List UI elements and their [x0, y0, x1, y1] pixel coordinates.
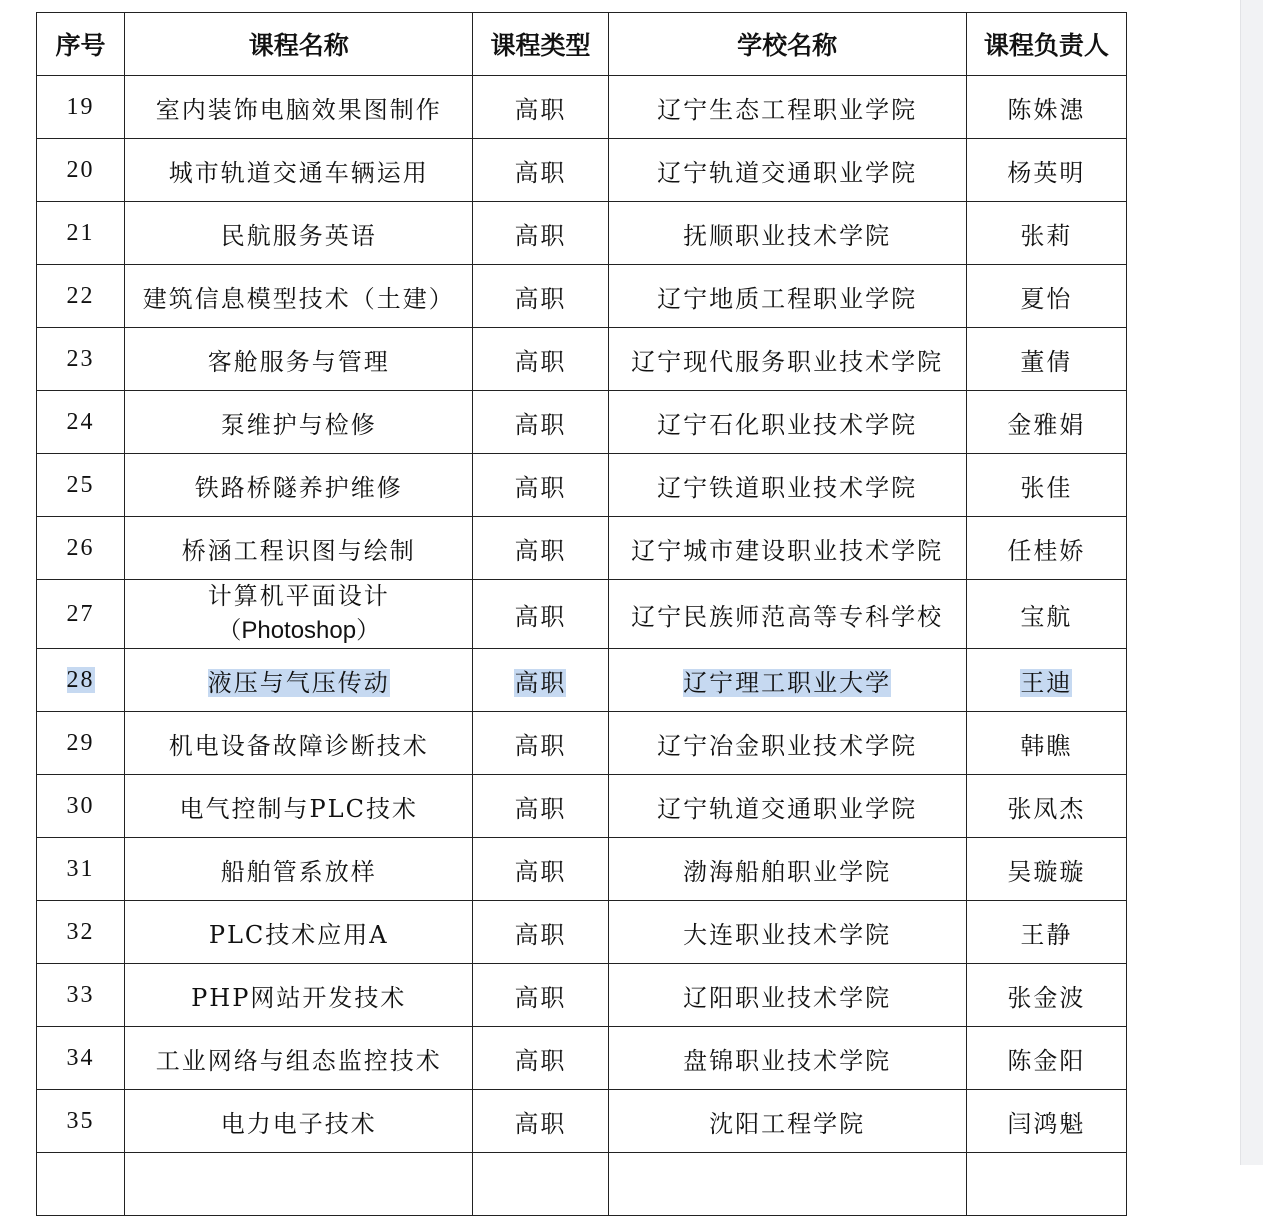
- table-header-row: [37, 13, 1127, 76]
- cell-school: 辽宁轨道交通职业学院: [608, 775, 966, 838]
- cell-type: 高职: [473, 712, 608, 775]
- cell-type: 高职: [473, 139, 608, 202]
- table-row: [37, 454, 1127, 517]
- cell-no: 19: [37, 76, 125, 139]
- cell-no: 26: [37, 517, 125, 580]
- cell-school: 辽宁民族师范高等专科学校: [608, 580, 966, 649]
- cell-type[interactable]: [473, 649, 608, 712]
- cell-empty: [125, 1153, 473, 1216]
- cell-empty: [966, 1153, 1126, 1216]
- cell-no: 35: [37, 1090, 125, 1153]
- cell-course: 民航服务英语: [125, 202, 473, 265]
- table-row: [37, 901, 1127, 964]
- cell-no: 25: [37, 454, 125, 517]
- cell-course: 铁路桥隧养护维修: [125, 454, 473, 517]
- cell-type: 高职: [473, 901, 608, 964]
- selection-highlight[interactable]: 28: [66, 666, 95, 693]
- cell-course: PLC技术应用A: [125, 901, 473, 964]
- cell-school[interactable]: [608, 649, 966, 712]
- cell-lead: 王静: [966, 901, 1126, 964]
- cell-lead[interactable]: [966, 649, 1126, 712]
- cell-lead: 夏怡: [966, 265, 1126, 328]
- cell-course: 城市轨道交通车辆运用: [125, 139, 473, 202]
- table-row: [37, 580, 1127, 649]
- cell-lead: 韩瞧: [966, 712, 1126, 775]
- cell-no: 29: [37, 712, 125, 775]
- cell-no: 20: [37, 139, 125, 202]
- cell-empty: [473, 1153, 608, 1216]
- cell-school: 辽宁地质工程职业学院: [608, 265, 966, 328]
- course-line-2: （Photoshop）: [217, 617, 381, 644]
- cell-lead: 任桂娇: [966, 517, 1126, 580]
- cell-empty: [37, 1153, 125, 1216]
- cell-course: 室内装饰电脑效果图制作: [125, 76, 473, 139]
- cell-type: 高职: [473, 1027, 608, 1090]
- cell-lead: 陈金阳: [966, 1027, 1126, 1090]
- table-row: [37, 391, 1127, 454]
- cell-no: 22: [37, 265, 125, 328]
- cell-course: 工业网络与组态监控技术: [125, 1027, 473, 1090]
- cell-course-multiline: [208, 580, 390, 647]
- cell-type: 高职: [473, 964, 608, 1027]
- cell-type: 高职: [473, 391, 608, 454]
- cell-school: 辽宁现代服务职业技术学院: [608, 328, 966, 391]
- cell-school: 辽宁铁道职业技术学院: [608, 454, 966, 517]
- header-type: 课程类型: [473, 13, 608, 76]
- cell-type: 高职: [473, 775, 608, 838]
- header-school: 学校名称: [608, 13, 966, 76]
- cell-no: 34: [37, 1027, 125, 1090]
- cell-lead: 宝航: [966, 580, 1126, 649]
- cell-school: 辽宁石化职业技术学院: [608, 391, 966, 454]
- table-row: [37, 838, 1127, 901]
- cell-course: 机电设备故障诊断技术: [125, 712, 473, 775]
- cell-type: 高职: [473, 328, 608, 391]
- cell-school: 大连职业技术学院: [608, 901, 966, 964]
- cell-no: 24: [37, 391, 125, 454]
- cell-lead: 张金波: [966, 964, 1126, 1027]
- cell-lead: 董倩: [966, 328, 1126, 391]
- cell-lead: 金雅娟: [966, 391, 1126, 454]
- table-row: [37, 265, 1127, 328]
- course-table: [36, 12, 1127, 1216]
- cell-type: 高职: [473, 265, 608, 328]
- cell-school: 渤海船舶职业学院: [608, 838, 966, 901]
- selection-highlight[interactable]: 高职: [514, 668, 567, 697]
- table-row: [37, 1027, 1127, 1090]
- scrollbar-gutter[interactable]: [1240, 0, 1263, 1165]
- table-row: [37, 775, 1127, 838]
- cell-no: 33: [37, 964, 125, 1027]
- cell-no: 30: [37, 775, 125, 838]
- cell-school: 辽宁轨道交通职业学院: [608, 139, 966, 202]
- cell-type: 高职: [473, 454, 608, 517]
- cell-course[interactable]: [125, 649, 473, 712]
- table-row: [37, 1090, 1127, 1153]
- cell-type: 高职: [473, 580, 608, 649]
- cell-course: 电气控制与PLC技术: [125, 775, 473, 838]
- cell-type: 高职: [473, 517, 608, 580]
- cell-no[interactable]: [37, 649, 125, 712]
- table-row: [37, 712, 1127, 775]
- selection-highlight[interactable]: 王迪: [1020, 668, 1073, 697]
- selection-highlight[interactable]: 液压与气压传动: [207, 668, 390, 697]
- header-course: 课程名称: [125, 13, 473, 76]
- cell-school: 盘锦职业技术学院: [608, 1027, 966, 1090]
- cell-school: 辽宁城市建设职业技术学院: [608, 517, 966, 580]
- cell-type: 高职: [473, 838, 608, 901]
- cell-course: [125, 580, 473, 649]
- table-row-partial: [37, 1153, 1127, 1216]
- cell-lead: 张佳: [966, 454, 1126, 517]
- cell-course: 船舶管系放样: [125, 838, 473, 901]
- cell-course: 电力电子技术: [125, 1090, 473, 1153]
- cell-no: 23: [37, 328, 125, 391]
- cell-course: 桥涵工程识图与绘制: [125, 517, 473, 580]
- cell-lead: 杨英明: [966, 139, 1126, 202]
- cell-course: 客舱服务与管理: [125, 328, 473, 391]
- cell-no: 27: [37, 580, 125, 649]
- cell-lead: 陈姝漶: [966, 76, 1126, 139]
- cell-type: 高职: [473, 202, 608, 265]
- header-lead: 课程负责人: [966, 13, 1126, 76]
- cell-no: 21: [37, 202, 125, 265]
- table-row-selected[interactable]: [37, 649, 1127, 712]
- cell-school: 抚顺职业技术学院: [608, 202, 966, 265]
- selection-highlight[interactable]: 辽宁理工职业大学: [683, 668, 892, 697]
- cell-lead: 闫鸿魁: [966, 1090, 1126, 1153]
- table-row: [37, 76, 1127, 139]
- header-no: 序号: [37, 13, 125, 76]
- cell-no: 32: [37, 901, 125, 964]
- cell-course: 泵维护与检修: [125, 391, 473, 454]
- cell-school: 辽宁冶金职业技术学院: [608, 712, 966, 775]
- table-row: [37, 517, 1127, 580]
- cell-course: 建筑信息模型技术（土建）: [125, 265, 473, 328]
- cell-type: 高职: [473, 76, 608, 139]
- cell-no: 31: [37, 838, 125, 901]
- cell-lead: 吴璇璇: [966, 838, 1126, 901]
- course-line-1: 计算机平面设计: [207, 582, 390, 611]
- cell-school: 辽阳职业技术学院: [608, 964, 966, 1027]
- table-row: [37, 202, 1127, 265]
- table-row: [37, 139, 1127, 202]
- cell-course: PHP网站开发技术: [125, 964, 473, 1027]
- table-row: [37, 328, 1127, 391]
- cell-lead: 张凤杰: [966, 775, 1126, 838]
- cell-lead: 张莉: [966, 202, 1126, 265]
- table-row: [37, 964, 1127, 1027]
- cell-empty: [608, 1153, 966, 1216]
- cell-type: 高职: [473, 1090, 608, 1153]
- cell-school: 辽宁生态工程职业学院: [608, 76, 966, 139]
- cell-school: 沈阳工程学院: [608, 1090, 966, 1153]
